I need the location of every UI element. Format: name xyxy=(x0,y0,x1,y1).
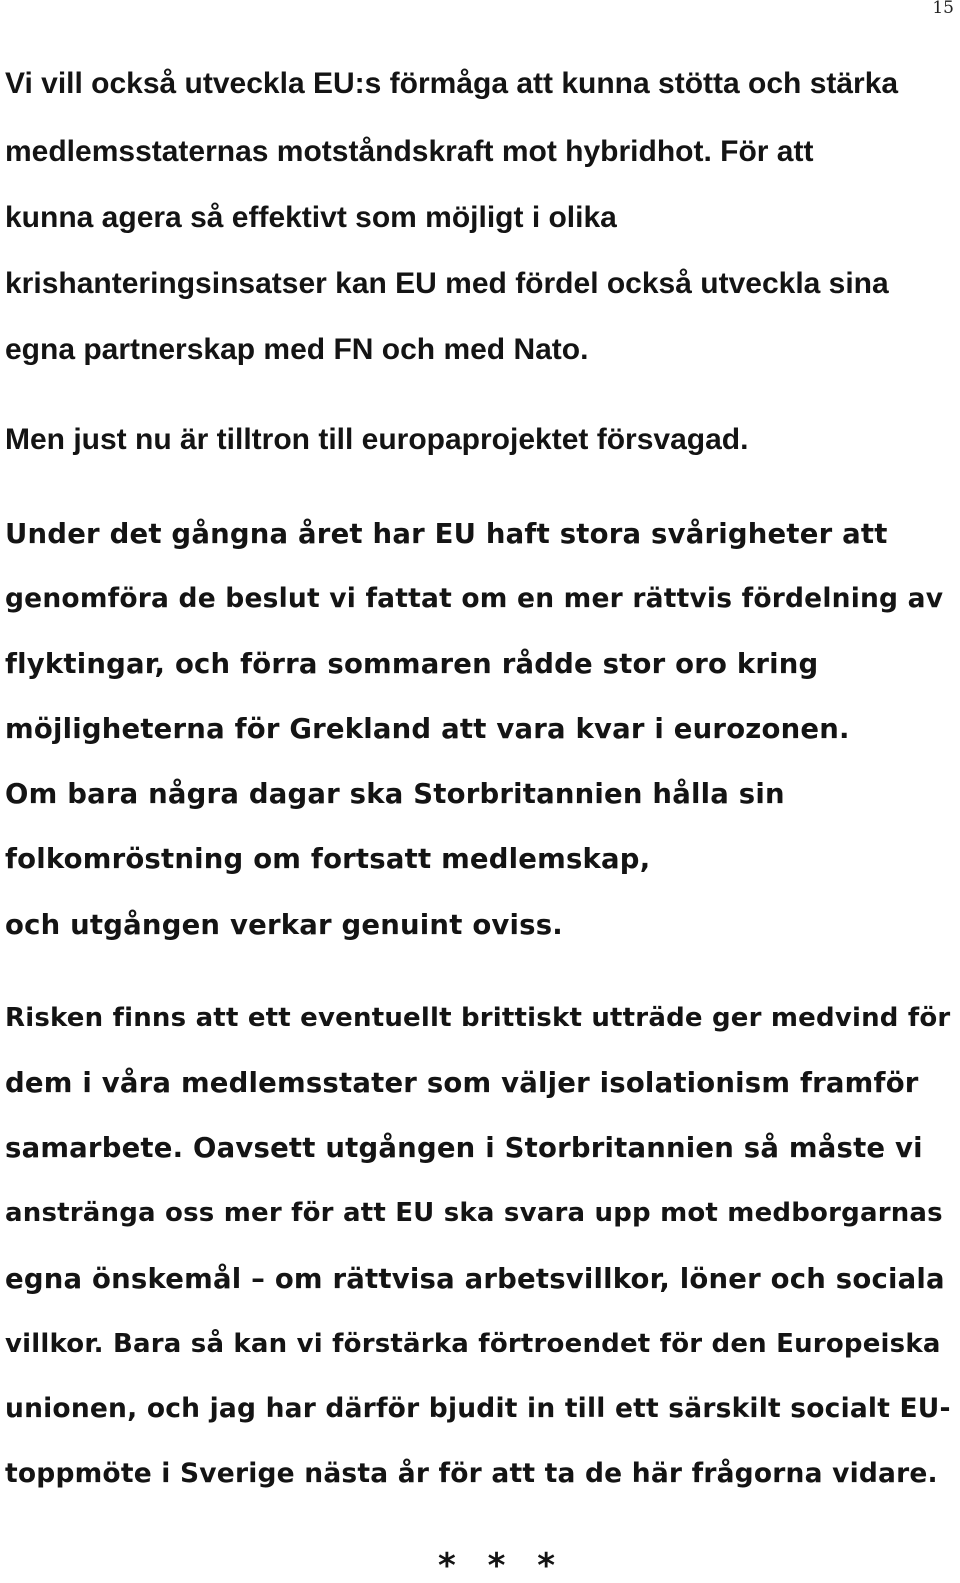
text-line: möjligheterna för Grekland att vara kvar i eurozonen. xyxy=(5,713,850,745)
text-line: folkomröstning om fortsatt medlemskap, xyxy=(5,843,651,875)
section-separator: * * * xyxy=(438,1546,566,1583)
text-line: anstränga oss mer för att EU ska svara upp mot medborgarnas xyxy=(5,1198,943,1228)
text-line: flyktingar, och förra sommaren rådde stor oro kring xyxy=(5,648,819,680)
text-line: dem i våra medlemsstater som väljer isolationism framför xyxy=(5,1067,919,1099)
text-line: Under det gångna året har EU haft stora svårigheter att xyxy=(5,518,888,550)
text-line: och utgången verkar genuint oviss. xyxy=(5,909,563,941)
text-line: villkor. Bara så kan vi förstärka förtroendet för den Europeiska xyxy=(5,1329,941,1359)
text-line: Om bara några dagar ska Storbritannien hålla sin xyxy=(5,778,785,810)
page-number: 15 xyxy=(932,0,954,18)
text-line: Vi vill också utveckla EU:s förmåga att kunna stötta och stärka xyxy=(5,67,899,100)
text-line: Risken finns att ett eventuellt brittiskt utträde ger medvind för xyxy=(5,1003,951,1033)
text-line: egna önskemål – om rättvisa arbetsvillkor, löner och sociala xyxy=(5,1263,945,1295)
text-line: samarbete. Oavsett utgången i Storbritannien så måste vi xyxy=(5,1132,923,1164)
text-line: egna partnerskap med FN och med Nato. xyxy=(5,333,589,366)
text-line: unionen, och jag har därför bjudit in till ett särskilt socialt EU- xyxy=(5,1393,951,1424)
text-line: toppmöte i Sverige nästa år för att ta de här frågorna vidare. xyxy=(5,1458,938,1489)
text-line: kunna agera så effektivt som möjligt i olika xyxy=(5,201,617,234)
text-line: genomföra de beslut vi fattat om en mer rättvis fördelning av xyxy=(5,583,944,614)
text-line: Men just nu är tilltron till europaprojektet försvagad. xyxy=(5,423,749,456)
text-line: krishanteringsinsatser kan EU med fördel också utveckla sina xyxy=(5,267,889,300)
text-line: medlemsstaternas motståndskraft mot hybridhot. För att xyxy=(5,135,814,168)
